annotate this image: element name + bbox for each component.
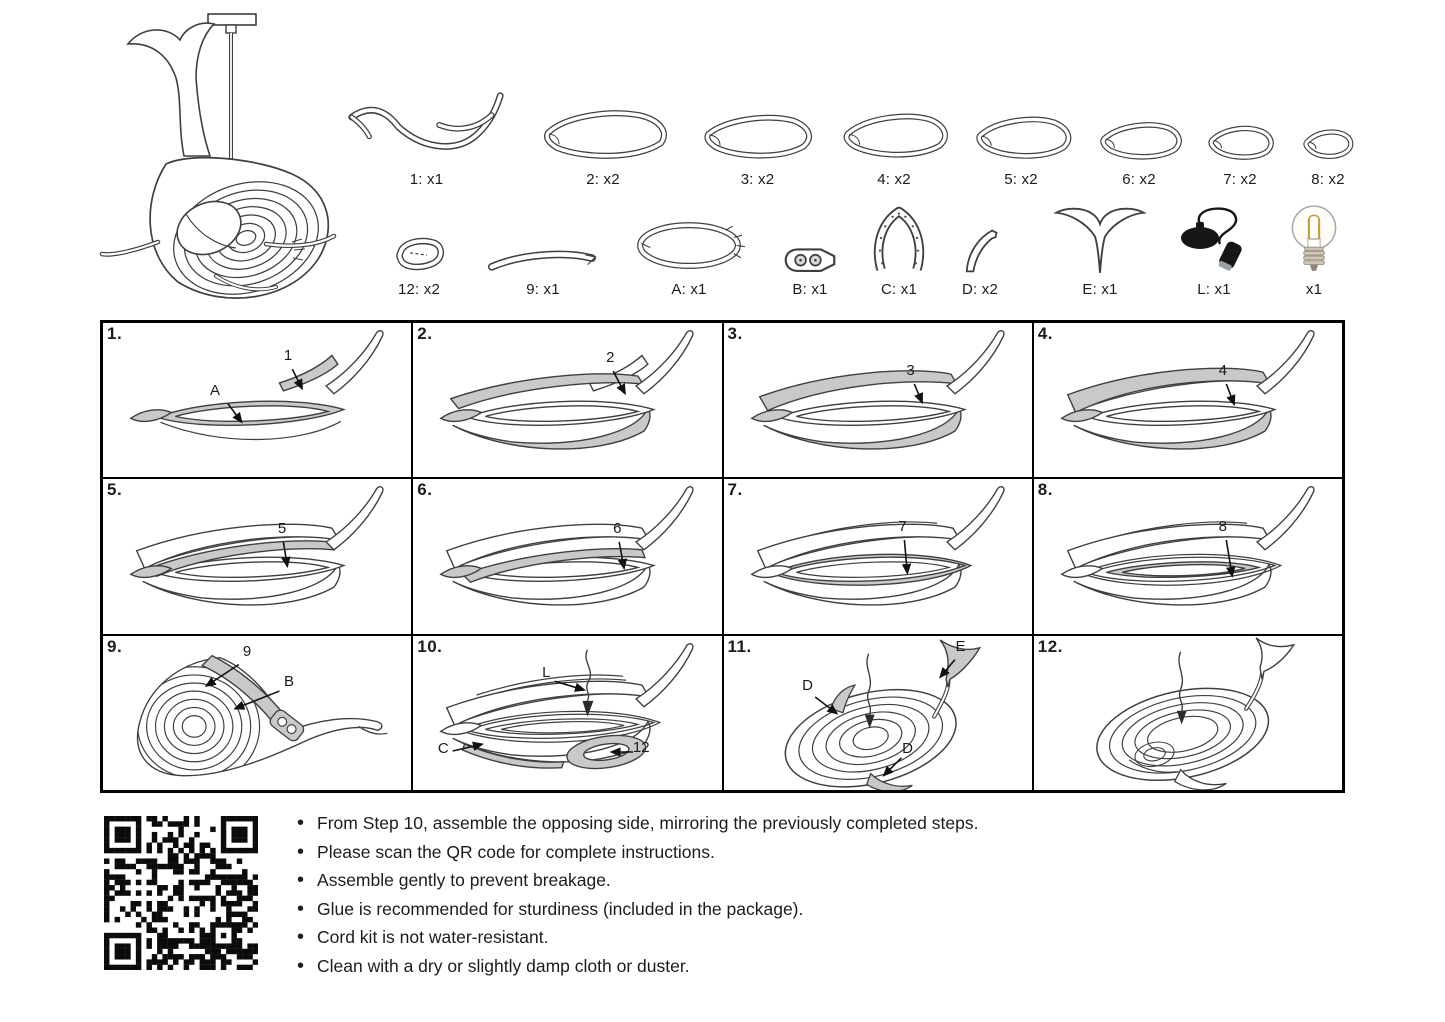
step-annotation-label: D <box>902 739 913 757</box>
annotation-arrows <box>1034 323 1342 477</box>
note-item <box>297 926 1197 948</box>
note-text: • Please scan the QR code for complete instructions. <box>317 841 715 862</box>
part-quantity-label: 3: x2 <box>740 171 775 188</box>
part-item <box>968 84 1074 188</box>
annotation-arrows <box>103 323 411 477</box>
note-item <box>297 812 1197 834</box>
step-cell-9 <box>102 635 412 791</box>
step-number: 7. <box>727 480 743 500</box>
annotation-arrows <box>724 636 1032 790</box>
assembly-steps-grid <box>100 320 1345 793</box>
step-number: 5. <box>107 480 123 500</box>
part-e-tail-icon <box>1050 204 1150 277</box>
annotation-arrows <box>1034 479 1342 633</box>
part-item <box>1093 84 1185 188</box>
part-quantity-label: 5: x2 <box>1004 171 1038 188</box>
step-annotation-label: D <box>802 676 813 694</box>
note-text: • Assemble gently to prevent breakage. <box>317 870 611 891</box>
step-cell-11 <box>723 635 1033 791</box>
step-annotation-label: A <box>209 382 221 399</box>
part-quantity-label: 12: x2 <box>397 281 441 298</box>
step-number: 10. <box>417 636 443 656</box>
part-quantity-label: x1 <box>1305 281 1323 298</box>
step-cell-2 <box>412 322 722 478</box>
part-item <box>695 84 820 188</box>
step-annotation-label: 9 <box>242 642 252 660</box>
annotation-arrows <box>724 323 1032 477</box>
note-item <box>297 841 1197 863</box>
part-quantity-label: D: x2 <box>961 281 998 298</box>
part-9-strip-icon <box>483 245 603 276</box>
part-a-oval-ring-icon <box>629 215 749 276</box>
part-item <box>1050 202 1150 298</box>
part-item <box>1299 84 1357 188</box>
step-cell-8 <box>1033 478 1343 634</box>
part-item <box>1202 84 1278 188</box>
part-item <box>866 202 932 298</box>
annotation-arrows <box>724 479 1032 633</box>
step-cell-1 <box>102 322 412 478</box>
part-6-outline-icon <box>1093 116 1185 166</box>
part-quantity-label: C: x1 <box>880 281 917 298</box>
step-number: 6. <box>417 480 433 500</box>
annotation-arrows <box>1034 636 1342 790</box>
step-annotation-label: 12 <box>632 738 650 756</box>
part-2-outline-icon <box>533 105 673 166</box>
step-annotation-label: C <box>437 739 449 757</box>
annotation-arrows <box>413 636 721 790</box>
step-cell-4 <box>1033 322 1343 478</box>
step-annotation-label: 2 <box>606 349 615 366</box>
step-annotation-label: 4 <box>1218 362 1227 379</box>
part-quantity-label: 4: x2 <box>877 171 911 188</box>
part-5-outline-icon <box>968 110 1074 166</box>
part-quantity-label: E: x1 <box>1082 281 1118 298</box>
step-cell-10 <box>412 635 722 791</box>
part-quantity-label: 9: x1 <box>526 281 560 298</box>
note-text: • From Step 10, assemble the opposing side, mirroring the previously completed steps. <box>317 813 979 833</box>
part-item <box>1174 202 1254 298</box>
step-cell-12 <box>1033 635 1343 791</box>
note-item <box>297 955 1197 977</box>
part-b-connector-plate-icon <box>779 244 841 276</box>
step-annotation-label: E <box>955 637 966 655</box>
part-1-outline-icon <box>344 88 509 166</box>
light-bulb-icon <box>1286 202 1342 276</box>
step-annotation-label: 8 <box>1218 518 1227 536</box>
part-item <box>629 202 749 298</box>
step-number: 1. <box>107 324 123 343</box>
part-item <box>344 84 509 188</box>
step-annotation-label: B <box>283 672 295 690</box>
step-annotation-label: 5 <box>277 520 287 538</box>
note-text: • Glue is recommended for sturdiness (included in the package). <box>317 898 804 919</box>
part-8-outline-icon <box>1299 124 1357 166</box>
step-number: 3. <box>727 324 743 343</box>
step-cell-7 <box>723 478 1033 634</box>
part-item <box>959 202 1001 298</box>
whale-pendant-lamp-illustration <box>96 4 354 310</box>
step-number: 12. <box>1037 636 1063 656</box>
part-item <box>533 84 673 188</box>
step-cell-3 <box>723 322 1033 478</box>
step-number: 2. <box>417 324 433 343</box>
qr-code <box>104 816 258 970</box>
part-item <box>779 202 841 298</box>
annotation-arrows <box>103 636 411 790</box>
annotation-arrows <box>413 323 721 477</box>
step-number: 9. <box>107 636 123 656</box>
part-quantity-label: L: x1 <box>1197 281 1231 298</box>
part-quantity-label: 1: x1 <box>409 171 444 188</box>
step-cell-6 <box>412 478 722 634</box>
part-4-outline-icon <box>835 107 953 166</box>
step-number: 8. <box>1037 480 1053 500</box>
part-item <box>1286 202 1342 298</box>
part-c-arch-icon <box>866 202 932 276</box>
step-annotation-label: 6 <box>613 520 622 538</box>
step-annotation-label: 3 <box>906 362 915 379</box>
step-annotation-label: 1 <box>283 347 293 364</box>
step-number: 4. <box>1037 324 1053 343</box>
part-quantity-label: 8: x2 <box>1311 171 1345 188</box>
part-quantity-label: 2: x2 <box>586 171 620 188</box>
step-cell-5 <box>102 478 412 634</box>
part-12-ring-icon <box>386 230 452 276</box>
note-text: • Clean with a dry or slightly damp cloth or duster. <box>317 955 690 976</box>
part-d-fin-icon <box>959 225 1001 276</box>
step-number: 11. <box>727 636 752 656</box>
part-quantity-label: B: x1 <box>792 281 828 298</box>
part-item <box>386 202 452 298</box>
annotation-arrows <box>103 479 411 633</box>
note-text: • Cord kit is not water-resistant. <box>317 927 549 948</box>
part-quantity-label: 6: x2 <box>1122 171 1156 188</box>
step-annotation-label: 7 <box>898 518 907 536</box>
part-3-outline-icon <box>695 108 820 166</box>
part-7-outline-icon <box>1202 119 1278 166</box>
part-item <box>835 84 953 188</box>
part-quantity-label: A: x1 <box>671 281 707 298</box>
step-annotation-label: L <box>542 663 551 681</box>
part-item <box>483 202 603 298</box>
note-item <box>297 869 1197 891</box>
annotation-arrows <box>413 479 721 633</box>
note-item <box>297 898 1197 920</box>
notes-list <box>297 812 1197 984</box>
cord-kit-icon <box>1174 204 1254 276</box>
part-quantity-label: 7: x2 <box>1223 171 1257 188</box>
